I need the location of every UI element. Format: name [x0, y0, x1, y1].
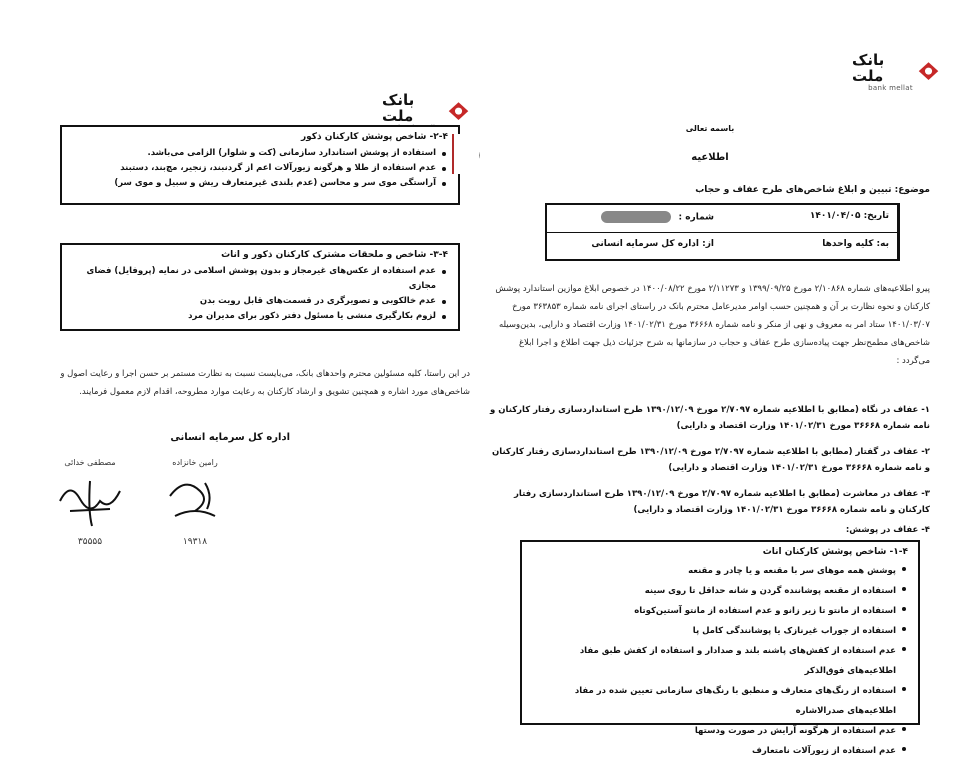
point-3: ۳- عفاف در معاشرت (مطابق با اطلاعیه شماره ۲/۷۰۹۷ مورخ ۱۳۹۰/۱۲/۰۹ طرح استانداردسازی رفتار کارکنان و نامه شماره ۳۶۶۶۸ مورخ ۱۴۰۱/۰۲/۳۱ وزارت اقتصاد و دارایی): [514, 489, 930, 515]
list-item: استفاده از مانتو تا زیر زانو و عدم استفاده از مانتو آستین‌کوتاه: [530, 601, 908, 621]
signer-khodaei: [50, 458, 130, 547]
list-item: عدم استفاده از زیورآلات نامتعارف: [530, 741, 908, 761]
list-item: پوشش همه موهای سر با مقنعه و یا چادر و مقنعه: [530, 561, 908, 581]
list-item: استفاده از مقنعه پوشاننده گردن و شانه حداقل تا روی سینه: [530, 581, 908, 601]
handwritten-signature-icon: [155, 471, 235, 531]
right-page: [480, 40, 940, 756]
number-label: شماره :: [678, 212, 714, 223]
list-item: استفاده از رنگ‌های متعارف و منطبق با رنگ‌های سازمانی تعیین شده در مفاد اطلاعیه‌های صدرالاشاره: [530, 681, 908, 721]
closing-paragraph: در این راستا، کلیه مسئولین محترم واحدهای بانک، می‌بایست نسبت به نظارت مستمر بر حسن اجرا و رعایت اصول و شاخص‌های مورد اشاره و همچنین تشویق و ارشاد کارکنان به رعایت موارد مطروحه، اقدام لازم معمول فرمایند.: [60, 369, 470, 397]
bank-mellat-emblem-icon: [447, 99, 470, 125]
point-4: ۴- عفاف در پوشش:: [845, 525, 930, 535]
subject-line: موضوع: تبیین و ابلاغ شاخص‌های طرح عفاف و حجاب: [695, 185, 930, 195]
list-item: عدم استفاده از عکس‌های غیرمجاز و بدون پوشش اسلامی در نمایه (پروفایل) فضای مجازی: [70, 264, 448, 294]
box-title: ۲-۴- شاخص پوشش کارکنان ذکور: [300, 132, 448, 142]
list-item: لزوم بکارگیری منشی یا مسئول دفتر ذکور برای مدیران مرد: [70, 309, 448, 324]
department-signature-title: اداره کل سرمایه انسانی: [170, 432, 290, 443]
signer-name: رامین خانزاده: [172, 458, 218, 467]
list-item: عدم خالکوبی و تصویرگری در قسمت‌های قابل رویت بدن: [70, 294, 448, 309]
box-title: ۱-۴- شاخص پوشش کارکنان اناث: [762, 547, 908, 557]
bank-mellat-emblem-icon: [917, 59, 940, 85]
list-item: آراستگی موی سر و محاسن (عدم بلندی غیرمتعارف ریش و سبیل و موی سر): [70, 176, 448, 191]
list-item: عدم استفاده از هرگونه آرایش در صورت ودستها: [530, 721, 908, 741]
document-type: اطلاعیه: [691, 152, 729, 163]
right-bank-mellat-logo: [852, 52, 940, 92]
handwritten-signature-icon: [50, 471, 130, 531]
signer-number: ۱۹۳۱۸: [182, 537, 208, 547]
signer-khanzadeh: [155, 458, 235, 547]
list-item: استفاده از پوشش استاندارد سازمانی (کت و شلوار) الزامی می‌باشد.: [70, 146, 448, 161]
logo-text-en: bank mellat: [868, 84, 913, 92]
intro-paragraph: پیرو اطلاعیه‌های شماره ۲/۱۰۸۶۸ مورخ ۱۳۹۹/۰۹/۲۵ و ۲/۱۱۲۷۳ مورخ ۱۴۰۰/۰۸/۲۲ در خصوص ابلاغ موازین استاندارد پوشش کارکنان و نحوه نظارت بر آن و همچنین حسب اوامر مدیرعامل محترم بانک در راستای اجرای نامه شماره ۳۶۳۸۵۳ مورخ ۱۴۰۱/۰۳/۰۷ ستاد امر به معروف و نهی از منکر و نامه شماره ۳۶۶۶۸ مورخ ۱۴۰۱/۰۲/۳۱ وزارت اقتصاد و دارایی، بدین‌وسیله شاخص‌های مطمح‌نظر جهت پیاده‌سازی طرح عفاف و حجاب در سازمانها به شرح جزئیات ذیل جهت اطلاع و اجرا ابلاغ می‌گردد :: [495, 284, 930, 366]
redacted-number: [601, 211, 671, 223]
male-dress-code-box: [60, 125, 460, 205]
signer-number: ۳۵۵۵۵: [77, 537, 103, 547]
list-item: عدم استفاده از طلا و هرگونه زیورآلات اعم از گردنبند، زنجیر، مچ‌بند، دستبند: [70, 161, 448, 176]
point-2: ۲- عفاف در گفتار (مطابق با اطلاعیه شماره ۲/۷۰۹۷ مورخ ۱۳۹۰/۱۲/۰۹ طرح استانداردسازی رفتار کارکنان و نامه شماره ۳۶۶۶۸ مورخ ۱۴۰۱/۰۲/۳۱ وزارت اقتصاد و دارایی): [492, 447, 930, 473]
date-cell: تاریخ: ۱۴۰۱/۰۴/۰۵: [722, 205, 898, 232]
signer-name: مصطفی خدائی: [64, 458, 116, 467]
list-item: عدم استفاده از کفش‌های پاشنه بلند و صدادار و استفاده از کفش طبق مفاد اطلاعیه‌های فوق‌الذکر: [530, 641, 908, 681]
point-1: ۱- عفاف در نگاه (مطابق با اطلاعیه شماره ۲/۷۰۹۷ مورخ ۱۳۹۰/۱۲/۰۹ طرح استانداردسازی رفتار کارکنان و نامه شماره ۳۶۶۶۸ مورخ ۱۴۰۱/۰۲/۳۱ وزارت اقتصاد و دارایی): [490, 405, 930, 431]
from-cell: از: اداره کل سرمایه انسانی: [591, 239, 714, 249]
logo-text-fa: بانک ملت: [852, 51, 885, 85]
invocation: باسمه تعالی: [685, 124, 735, 133]
box-title: ۳-۴- شاخص و ملحقات مشترک کارکنان ذکور و اناث: [221, 250, 448, 260]
left-page: [30, 80, 470, 600]
header-info-table: [545, 203, 900, 261]
shared-dress-code-box: [60, 243, 460, 331]
to-cell: به: کلیه واحدها: [722, 233, 898, 260]
female-dress-code-box: [520, 540, 920, 756]
number-cell: [547, 205, 722, 232]
logo-text-fa: بانک ملت: [382, 91, 415, 125]
list-item: استفاده از جوراب غیرنازک یا پوشانندگی کامل پا: [530, 621, 908, 641]
